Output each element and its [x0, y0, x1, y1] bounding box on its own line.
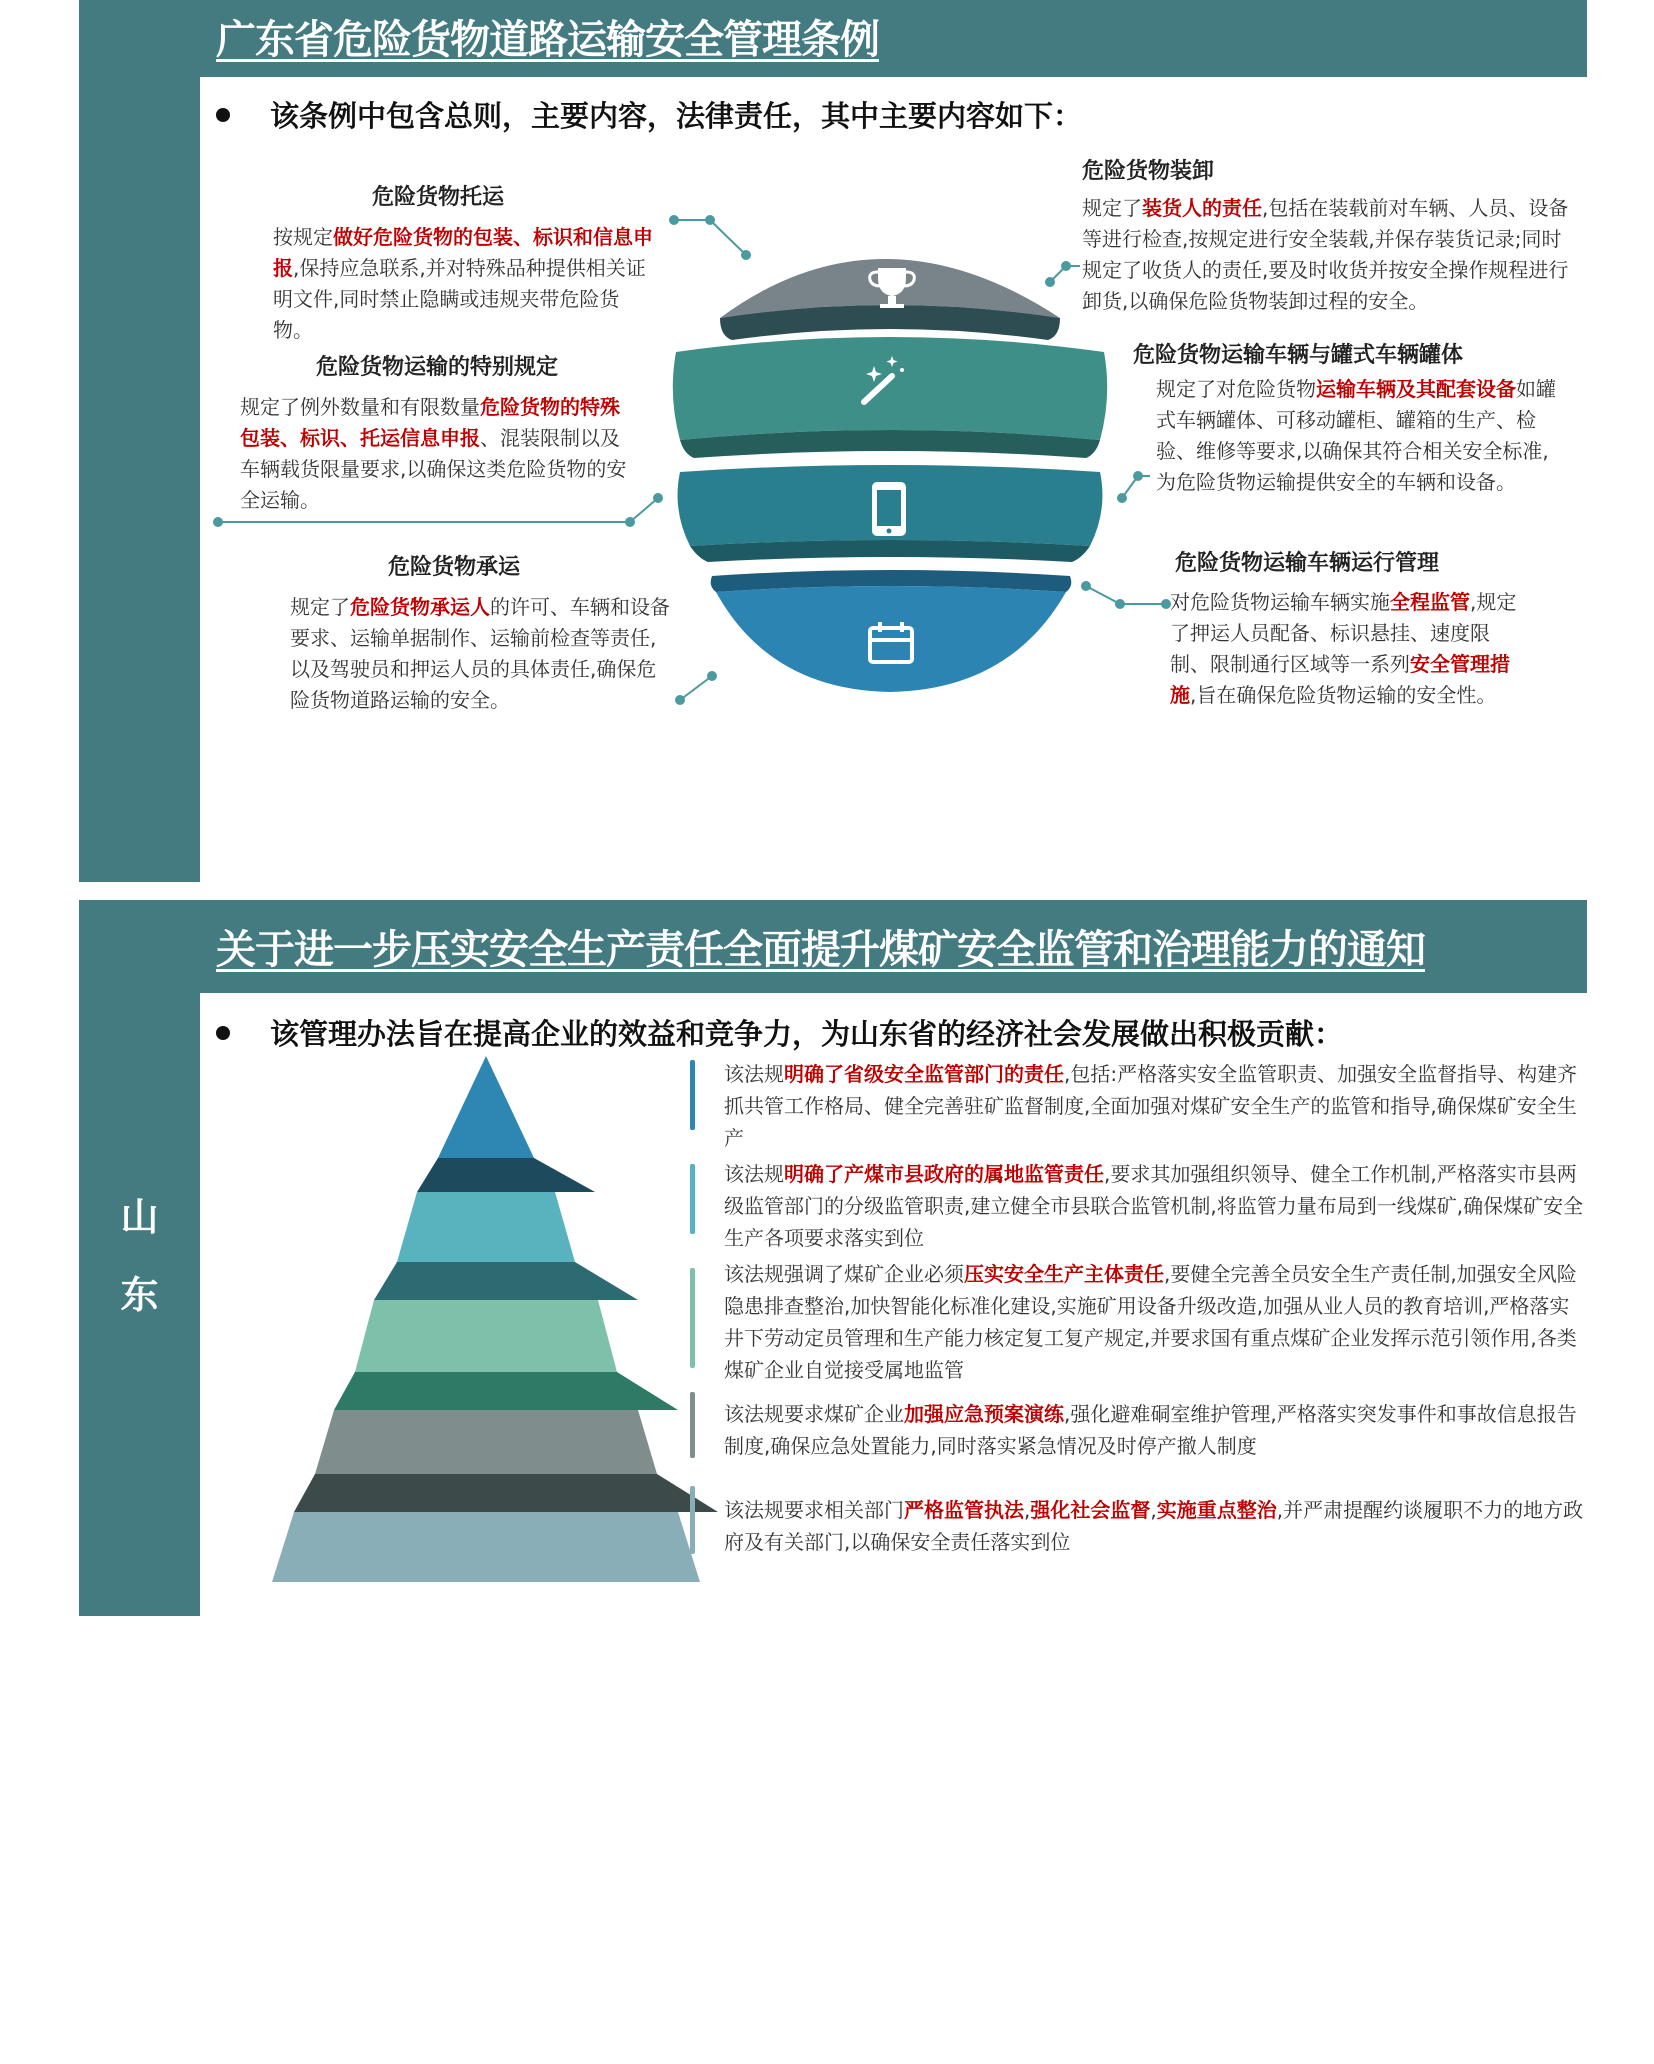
section-title-guangdong: 广东省危险货物道路运输安全管理条例: [216, 17, 879, 63]
body-text: 该法规强调了煤矿企业必须: [724, 1262, 964, 1286]
connector-node: [1116, 600, 1124, 608]
body-text: 该法规要求相关部门: [724, 1498, 904, 1522]
connector-node: [214, 518, 222, 526]
body-text: 按规定: [273, 225, 333, 249]
connector-operation: [1086, 586, 1166, 604]
highlight-text: 加强应急预案演练: [904, 1402, 1064, 1426]
block-title-consignment: 危险货物托运: [372, 185, 505, 210]
highlight-text: 明确了产煤市县政府的属地监管责任: [784, 1162, 1104, 1186]
highlight-text: 全程监管: [1390, 590, 1470, 614]
body-text: ,要健全完善全员安全生产责任制,加强安全风险隐患排查整治,加快智能化标准化建设,实施矿用设备升级改造,加强从业人员的教育培训,严格落实井下劳动定员管理和生产能力核定复工复产规定,并要求国有重点煤矿企业发挥示范引领作用,各类煤矿企业自觉接受属地监管: [724, 1262, 1577, 1382]
intro-shandong: 该管理办法旨在提高企业的效益和竞争力，为山东省的经济社会发展做出积极贡献：: [216, 1012, 1343, 1053]
highlight-text: 压实安全生产主体责任: [964, 1262, 1164, 1286]
body-text: 的许可、车辆和设备要求、运输单据制作、运输前检查等责任,以及驾驶员和押运人员的具体责任,确保危险货物道路运输的安全。: [290, 595, 670, 712]
connector-special-rules: [218, 498, 658, 522]
pyramid-bar-5: [690, 1486, 695, 1554]
body-text: 规定了例外数量和有限数量: [240, 395, 480, 419]
body-text: 该法规: [724, 1162, 784, 1186]
pyramid: [272, 1056, 718, 1582]
body-text: 对危险货物运输车辆实施: [1170, 590, 1390, 614]
highlight-text: 装货人的责任: [1142, 196, 1262, 220]
body-text: 规定了: [290, 595, 350, 619]
body-text: ,: [1150, 1498, 1157, 1522]
pyramid-level-2: [397, 1192, 575, 1262]
block-title-operation: 危险货物运输车辆运行管理: [1175, 551, 1440, 576]
pyramid-band-3: [334, 1372, 678, 1410]
highlight-text: 危险货物的特殊包装、标识、托运信息申报: [240, 395, 620, 450]
body-text: 规定了: [1082, 196, 1142, 220]
body-text: ,并严肃提醒约谈履职不力的地方政府及有关部门,以确保安全责任落实到位: [724, 1498, 1584, 1554]
body-text: 、混装限制以及车辆载货限量要求,以确保这类危险货物的安全运输。: [240, 426, 627, 512]
pyramid-item-5: [724, 1494, 1584, 1558]
connector-node: [742, 251, 750, 259]
connector-node: [676, 696, 684, 704]
pyramid-item-3: [724, 1258, 1584, 1386]
connector-node: [626, 518, 634, 526]
sphere-slice-4: [711, 570, 1072, 692]
bullet-dot: [216, 1026, 230, 1040]
body-text: ,包括:严格落实安全监管职责、加强安全监督指导、构建齐抓共管工作格局、健全完善驻矿监督制度,全面加强对煤矿安全生产的监管和指导,确保煤矿安全生产: [724, 1062, 1578, 1150]
highlight-text: 安全管理措施: [1170, 652, 1510, 707]
pyramid-level-3: [355, 1300, 617, 1372]
pyramid-band-1: [417, 1158, 595, 1192]
slice-3-base: [690, 540, 1090, 562]
pyramid-bar-4: [690, 1392, 695, 1458]
highlight-text: 做好危险货物的包装、标识和信息申报: [273, 225, 653, 280]
body-text: 该法规: [724, 1062, 784, 1086]
pyramid-band-4: [294, 1474, 718, 1512]
body-text: 规定了对危险货物: [1156, 377, 1316, 401]
highlight-text: 运输车辆及其配套设备: [1316, 377, 1516, 401]
highlight-text: 强化社会监督: [1030, 1498, 1151, 1522]
highlight-text: 实施重点整治: [1156, 1498, 1277, 1522]
pyramid-item-4: [724, 1398, 1584, 1462]
body-text: ,强化避难硐室维护管理,严格落实突发事件和事故信息报告制度,确保应急处置能力,同时落实紧急情况及时停产撤人制度: [724, 1402, 1577, 1458]
highlight-text: 明确了省级安全监管部门的责任: [784, 1062, 1064, 1086]
body-text: 如罐式车辆罐体、可移动罐柜、罐箱的生产、检验、维修等要求,以确保其符合相关安全标准,为危险货物运输提供安全的车辆和设备。: [1156, 377, 1556, 494]
body-text: 该法规要求煤矿企业: [724, 1402, 904, 1426]
connector-consignment: [674, 220, 746, 255]
sphere-slice-2: [673, 337, 1107, 458]
connector-node: [706, 216, 714, 224]
block-title-vehicles: 危险货物运输车辆与罐式车辆罐体: [1133, 343, 1464, 368]
connector-node: [654, 494, 662, 502]
sphere-diagram: [0, 0, 1654, 900]
pyramid-item-1: [724, 1058, 1584, 1154]
connector-node: [1062, 262, 1070, 270]
slice-2-face: [673, 337, 1107, 440]
side-label-shandong: [79, 1178, 200, 1334]
connector-node: [708, 672, 716, 680]
pyramid-bar-3: [690, 1268, 695, 1368]
pyramid-band-2: [374, 1262, 638, 1300]
highlight-text: 严格监管执法: [904, 1498, 1024, 1522]
block-title-carrier: 危险货物承运: [388, 555, 521, 580]
side-label-char: 东: [120, 1273, 159, 1317]
connector-node: [1082, 582, 1090, 590]
body-text: ,规定了押运人员配备、标识悬挂、速度限制、限制通行区域等一系列: [1170, 590, 1517, 676]
block-title-special-rules: 危险货物运输的特别规定: [316, 355, 559, 380]
pyramid-level-4: [315, 1410, 657, 1474]
connector-carrier: [680, 676, 712, 700]
pyramid-level-5: [272, 1512, 700, 1582]
body-text: ,要求其加强组织领导、健全工作机制,严格落实市县两级监管部门的分级监管职责,建立健全市县联合监管机制,将监管力量布局到一线煤矿,确保煤矿安全生产各项要求落实到位: [724, 1162, 1584, 1250]
connector-node: [1162, 600, 1170, 608]
connector-node: [670, 216, 678, 224]
body-text: ,: [1024, 1498, 1031, 1522]
pyramid-level-1: [438, 1056, 534, 1158]
body-text: ,包括在装载前对车辆、人员、设备等进行检查,按规定进行安全装载,并保存装货记录;同时规定了收货人的责任,要及时收货并按安全操作规程进行卸货,以确保危险货物装卸过程的安全。: [1082, 196, 1569, 313]
body-text: ,旨在确保危险货物运输的安全性。: [1190, 683, 1497, 707]
pyramid-item-2: [724, 1158, 1584, 1254]
block-title-loading: 危险货物装卸: [1082, 159, 1215, 184]
connector-node: [1134, 472, 1142, 480]
connector-node: [1046, 278, 1054, 286]
smartphone-icon: [872, 482, 906, 536]
body-text: ,保持应急联系,并对特殊品种提供相关证明文件,同时禁止隐瞒或违规夹带危险货物。: [273, 256, 646, 342]
section-title-shandong: 关于进一步压实安全生产责任全面提升煤矿安全监管和治理能力的通知: [216, 927, 1425, 973]
side-label-char: 山: [120, 1195, 159, 1239]
pyramid-bar-1: [690, 1060, 695, 1130]
connector-node: [1118, 494, 1126, 502]
highlight-text: 危险货物承运人: [350, 595, 490, 619]
pyramid-bar-2: [690, 1164, 695, 1234]
intro-guangdong: 该条例中包含总则，主要内容，法律责任，其中主要内容如下：: [216, 94, 1082, 135]
